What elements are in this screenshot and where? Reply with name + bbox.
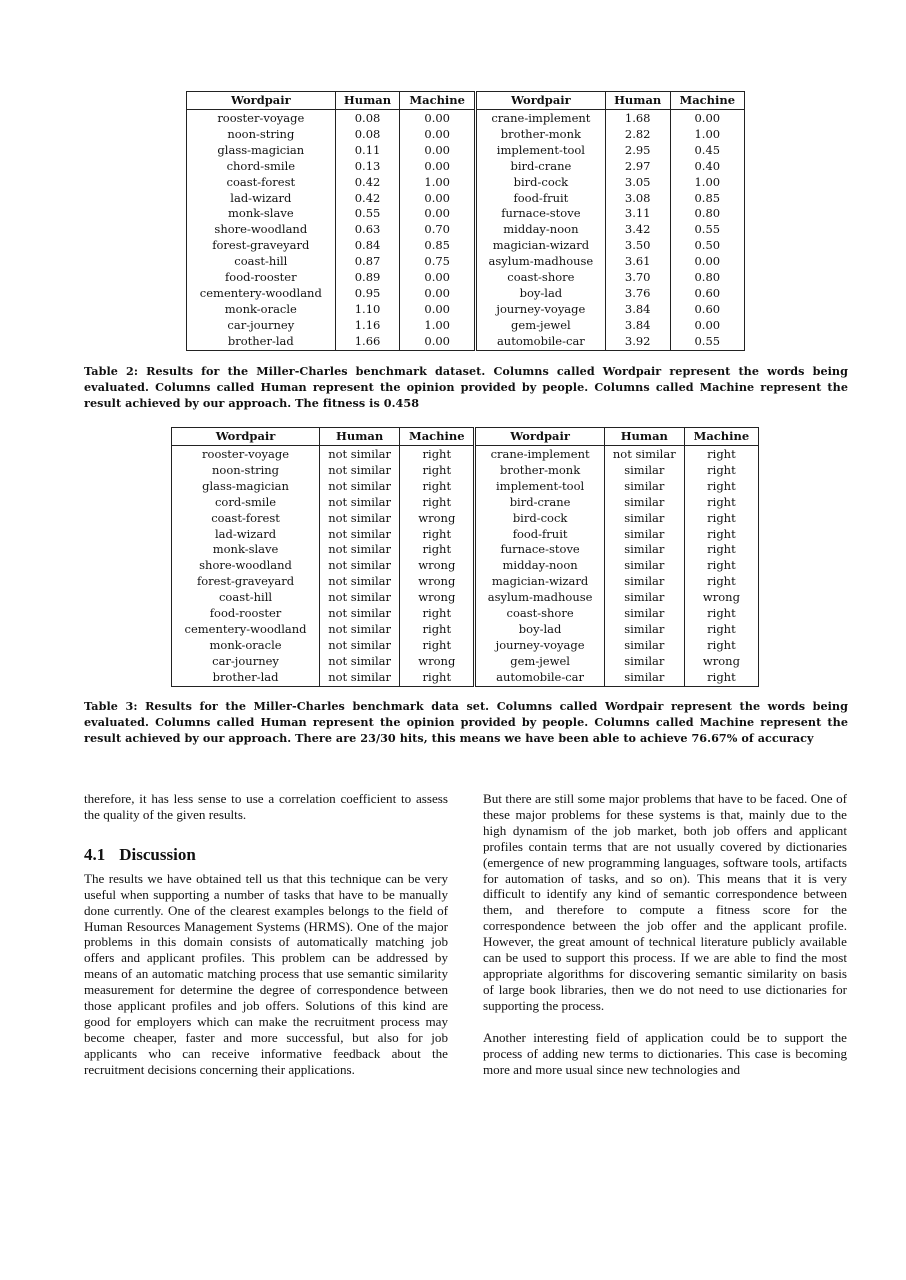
table-cell: 0.00 xyxy=(400,159,476,175)
table-cell: not similar xyxy=(320,654,400,670)
table-cell: boy-lad xyxy=(475,286,605,302)
table-cell: wrong xyxy=(684,590,758,606)
table-cell: right xyxy=(684,479,758,495)
table-row xyxy=(172,527,759,543)
table-cell: 3.08 xyxy=(605,191,670,207)
table-cell: wrong xyxy=(400,574,475,590)
table-row xyxy=(187,110,745,127)
table-cell: 2.97 xyxy=(605,159,670,175)
table-cell: monk-slave xyxy=(228,206,294,221)
table-cell: furnace-stove xyxy=(475,206,605,222)
table-cell: cementery-woodland xyxy=(184,621,307,636)
table-cell: right xyxy=(400,622,475,638)
table-cell: food-fruit xyxy=(475,527,604,543)
table-cell: forest-graveyard xyxy=(196,574,295,589)
table-cell: 0.00 xyxy=(400,334,476,350)
table-cell: 1.00 xyxy=(670,127,744,143)
column-header: Human xyxy=(335,92,400,110)
table-3 xyxy=(171,427,759,687)
table-cell: asylum-madhouse xyxy=(475,590,604,606)
table-cell: rooster-voyage xyxy=(202,447,290,461)
table-cell: 3.50 xyxy=(605,238,670,254)
table-cell: similar xyxy=(604,495,684,511)
table-cell: glass-magician xyxy=(202,478,289,493)
table-cell: right xyxy=(400,606,475,622)
table-row xyxy=(187,254,745,270)
table-cell: 1.00 xyxy=(670,175,744,191)
table-cell: similar xyxy=(604,511,684,527)
table-cell: bird-crane xyxy=(475,159,605,175)
table-cell: 2.82 xyxy=(605,127,670,143)
table-cell: 3.92 xyxy=(605,334,670,350)
table-row xyxy=(172,463,759,479)
table-cell: similar xyxy=(604,670,684,686)
table-cell: right xyxy=(684,670,758,686)
table-cell: 3.84 xyxy=(605,302,670,318)
table-cell: not similar xyxy=(320,670,400,686)
table-cell: monk-slave xyxy=(212,542,279,557)
table-row xyxy=(172,670,759,686)
table-cell: 2.95 xyxy=(605,143,670,159)
table-cell: brother-lad xyxy=(227,333,294,348)
table-cell: coast-hill xyxy=(218,590,273,605)
table-cell: 1.68 xyxy=(605,110,670,127)
column-header: Machine xyxy=(684,428,758,446)
table-cell: similar xyxy=(604,527,684,543)
table-cell: 1.00 xyxy=(400,175,476,191)
table-cell: 0.00 xyxy=(670,110,744,127)
table-cell: 0.00 xyxy=(400,143,476,159)
table-cell: not similar xyxy=(320,622,400,638)
table-cell: car-journey xyxy=(212,653,279,668)
table-cell: 3.76 xyxy=(605,286,670,302)
table-cell: 0.00 xyxy=(400,127,476,143)
table-cell: journey-voyage xyxy=(475,638,604,654)
table-cell: 0.70 xyxy=(400,222,476,238)
table-cell: 0.63 xyxy=(335,222,400,238)
table-cell: 0.00 xyxy=(400,270,476,286)
table-cell: coast-forest xyxy=(226,174,296,189)
table-cell: brother-lad xyxy=(212,669,279,684)
table-cell: bird-cock xyxy=(475,175,605,191)
table-cell: forest-graveyard xyxy=(212,238,310,253)
table-cell: right xyxy=(684,574,758,590)
table-cell: wrong xyxy=(400,558,475,574)
column-header: Machine xyxy=(670,92,744,110)
table-cell: wrong xyxy=(400,654,475,670)
table-cell: brother-monk xyxy=(475,127,605,143)
table-cell: shore-woodland xyxy=(214,222,308,237)
table-row xyxy=(187,270,745,286)
table-cell: 0.80 xyxy=(670,270,744,286)
section-heading xyxy=(84,845,448,865)
table-cell: automobile-car xyxy=(475,334,605,350)
table-cell: right xyxy=(400,495,475,511)
table-cell: noon-string xyxy=(212,462,280,477)
table-cell: gem-jewel xyxy=(475,318,605,334)
table-cell: furnace-stove xyxy=(475,542,604,558)
table-cell: similar xyxy=(604,463,684,479)
table-cell: similar xyxy=(604,542,684,558)
table-cell: wrong xyxy=(400,590,475,606)
table-cell: right xyxy=(684,558,758,574)
table-cell: right xyxy=(684,542,758,558)
table-cell: 3.11 xyxy=(605,206,670,222)
table-cell: bird-cock xyxy=(475,511,604,527)
table-row xyxy=(187,334,745,350)
column-header: Human xyxy=(320,428,400,446)
left-column xyxy=(84,791,448,1078)
table-cell: coast-hill xyxy=(234,254,288,269)
right-column xyxy=(483,791,847,1077)
table-cell: similar xyxy=(604,590,684,606)
table-cell: lad-wizard xyxy=(214,526,277,541)
column-header: Machine xyxy=(400,428,475,446)
table-cell: 0.08 xyxy=(335,110,400,127)
table-cell: midday-noon xyxy=(475,558,604,574)
table-cell: 0.00 xyxy=(670,318,744,334)
table-row xyxy=(187,127,745,143)
column-header: Machine xyxy=(400,92,476,110)
table-cell: 0.40 xyxy=(670,159,744,175)
table-cell: right xyxy=(684,527,758,543)
column-header: Wordpair xyxy=(475,428,604,446)
table-cell: right xyxy=(400,527,475,543)
table-cell: not similar xyxy=(320,542,400,558)
column-header: Human xyxy=(605,92,670,110)
table-row xyxy=(172,574,759,590)
table-row xyxy=(187,175,745,191)
table-cell: not similar xyxy=(320,558,400,574)
table-cell: 3.84 xyxy=(605,318,670,334)
table-cell: 0.75 xyxy=(400,254,476,270)
table-cell: 0.60 xyxy=(670,286,744,302)
table-cell: right xyxy=(400,463,475,479)
table-cell: similar xyxy=(604,479,684,495)
table-cell: not similar xyxy=(320,638,400,654)
table-cell: not similar xyxy=(320,574,400,590)
table-cell: 0.87 xyxy=(335,254,400,270)
table-cell: bird-crane xyxy=(475,495,604,511)
table-row xyxy=(172,606,759,622)
table-cell: right xyxy=(684,463,758,479)
table-cell: not similar xyxy=(320,606,400,622)
table-cell: not similar xyxy=(320,446,400,463)
table-cell: 1.10 xyxy=(335,302,400,318)
right-paragraph-2: Another interesting field of application could be to support the process of adding new terms to dictionaries. This case is becoming more and more usual since new technologies and xyxy=(483,1029,847,1077)
table-cell: right xyxy=(684,622,758,638)
table-cell: wrong xyxy=(684,654,758,670)
table-cell: 0.84 xyxy=(335,238,400,254)
table-cell: journey-voyage xyxy=(475,302,605,318)
table-cell: right xyxy=(684,495,758,511)
table-cell: 0.00 xyxy=(400,206,476,222)
table-2-header-row xyxy=(187,92,745,110)
table-cell: 0.80 xyxy=(670,206,744,222)
table-row xyxy=(187,302,745,318)
table-cell: similar xyxy=(604,606,684,622)
table-cell: implement-tool xyxy=(475,479,604,495)
table-cell: lad-wizard xyxy=(230,190,292,205)
table-cell: similar xyxy=(604,574,684,590)
table-2 xyxy=(186,91,745,351)
table-row xyxy=(187,318,745,334)
column-header: Wordpair xyxy=(475,92,605,110)
table-2-caption: Table 2: Results for the Miller-Charles benchmark dataset. Columns called Wordpair represent the words being evaluated. Columns called Human represent the opinion provided by people. Columns called Machine represent the result achieved by our approach. The fitness is 0.458 xyxy=(84,364,848,410)
table-cell: monk-oracle xyxy=(209,637,282,652)
table-cell: 0.55 xyxy=(670,222,744,238)
table-cell: not similar xyxy=(320,495,400,511)
table-cell: not similar xyxy=(320,590,400,606)
table-cell: right xyxy=(684,606,758,622)
table-cell: cord-smile xyxy=(214,494,277,509)
table-cell: right xyxy=(400,638,475,654)
table-row xyxy=(172,495,759,511)
table-row xyxy=(172,622,759,638)
table-cell: asylum-madhouse xyxy=(475,254,605,270)
table-cell: 0.08 xyxy=(335,127,400,143)
table-cell: right xyxy=(684,638,758,654)
table-cell: 3.70 xyxy=(605,270,670,286)
table-cell: 0.42 xyxy=(335,191,400,207)
table-row xyxy=(172,654,759,670)
table-row xyxy=(172,558,759,574)
table-cell: shore-woodland xyxy=(199,558,292,573)
table-cell: not similar xyxy=(320,479,400,495)
table-cell: 0.55 xyxy=(670,334,744,350)
table-row xyxy=(172,479,759,495)
table-cell: similar xyxy=(604,638,684,654)
table-3-caption: Table 3: Results for the Miller-Charles benchmark data set. Columns called Wordpair represent the words being evaluated. Columns called Human represent the opinion provided by people. Columns called Machine represent the result achieved by our approach. There are 23/30 hits, this means we have been able to achieve 76.67% of accuracy xyxy=(84,699,848,745)
table-cell: right xyxy=(400,670,475,686)
table-cell: coast-shore xyxy=(475,606,604,622)
table-cell: 0.85 xyxy=(670,191,744,207)
table-cell: right xyxy=(684,446,758,463)
table-cell: right xyxy=(400,542,475,558)
table-cell: coast-shore xyxy=(475,270,605,286)
table-cell: not similar xyxy=(320,527,400,543)
table-cell: 0.00 xyxy=(400,110,476,127)
table-cell: 3.42 xyxy=(605,222,670,238)
table-row xyxy=(187,143,745,159)
table-row xyxy=(187,222,745,238)
table-cell: 0.89 xyxy=(335,270,400,286)
table-cell: 3.05 xyxy=(605,175,670,191)
table-cell: 0.00 xyxy=(400,191,476,207)
table-cell: brother-monk xyxy=(475,463,604,479)
table-cell: car-journey xyxy=(227,317,295,332)
table-cell: 1.66 xyxy=(335,334,400,350)
table-cell: glass-magician xyxy=(217,142,305,157)
table-cell: noon-string xyxy=(227,126,295,141)
table-cell: crane-implement xyxy=(475,446,604,463)
table-cell: 0.00 xyxy=(400,302,476,318)
table-cell: wrong xyxy=(400,511,475,527)
table-cell: 0.42 xyxy=(335,175,400,191)
left-intro-paragraph: therefore, it has less sense to use a correlation coefficient to assess the quality of the given results. xyxy=(84,791,448,822)
table-cell: boy-lad xyxy=(475,622,604,638)
table-cell: monk-oracle xyxy=(224,301,297,316)
table-cell: 3.61 xyxy=(605,254,670,270)
table-row xyxy=(172,446,759,463)
table-cell: 0.45 xyxy=(670,143,744,159)
table-cell: rooster-voyage xyxy=(217,111,305,125)
table-row xyxy=(172,542,759,558)
table-row xyxy=(187,238,745,254)
table-cell: 0.13 xyxy=(335,159,400,175)
table-cell: 0.85 xyxy=(400,238,476,254)
table-cell: similar xyxy=(604,654,684,670)
table-cell: 1.16 xyxy=(335,318,400,334)
table-cell: 0.95 xyxy=(335,286,400,302)
table-cell: food-fruit xyxy=(475,191,605,207)
table-cell: right xyxy=(400,446,475,463)
table-cell: automobile-car xyxy=(475,670,604,686)
discussion-paragraph: The results we have obtained tell us that this technique can be very useful when supporting a number of tasks that have to be manually done currently. One of the clearest examples belongs to the field of Human Resources Management Systems (HRMS). One of the major problems in this domain consists of automatically matching job offers and applicant profiles. This problem can be addressed by means of an automatic matching process that use semantic similarity measurement for determine the degree of correspondence between those applicant profiles and job offers. Solutions of this kind are good for employers which can make the recruitment process may become cheaper, faster and more successful, but also for job applicants who can receive informative feedback about the recruitment decisions concerning their applications. xyxy=(84,870,448,1077)
table-cell: magician-wizard xyxy=(475,238,605,254)
table-row xyxy=(172,511,759,527)
table-cell: 0.11 xyxy=(335,143,400,159)
table-row xyxy=(187,286,745,302)
column-header: Wordpair xyxy=(172,428,320,446)
table-cell: food-rooster xyxy=(225,270,297,285)
table-cell: gem-jewel xyxy=(475,654,604,670)
table-row xyxy=(187,206,745,222)
column-header: Human xyxy=(604,428,684,446)
section-title: Discussion xyxy=(119,844,196,864)
section-number: 4.1 xyxy=(84,844,106,864)
table-row xyxy=(187,159,745,175)
table-3-header-row xyxy=(172,428,759,446)
table-cell: right xyxy=(684,511,758,527)
table-row xyxy=(172,590,759,606)
table-cell: crane-implement xyxy=(475,110,605,127)
table-cell: 0.50 xyxy=(670,238,744,254)
table-cell: 0.55 xyxy=(335,206,400,222)
table-cell: chord-smile xyxy=(226,158,296,173)
table-cell: not similar xyxy=(604,446,684,463)
table-cell: not similar xyxy=(320,511,400,527)
table-cell: similar xyxy=(604,622,684,638)
table-2-body xyxy=(187,110,745,351)
table-cell: magician-wizard xyxy=(475,574,604,590)
table-cell: cementery-woodland xyxy=(199,285,322,300)
right-paragraph-1: But there are still some major problems that have to be faced. One of these major problems for these systems is that, mainly due to the high dynamism of the job market, both job offers and applicant profiles contain terms that are not usually covered by dictionaries (emergence of new programming languages, software tools, artifacts for automation of tasks, and so on). This means that it is very difficult to identify any kind of semantic correspondence between them, and therefore to compute a fitness score for the correspondence between the job offer and the applicant profile. However, the great amount of technical literature publicly available can be used to support this process. If we are able to find the most appropriate algorithms for discovering semantic similarity on basis of large book libraries, then we do not need to use dictionaries for supporting the process. xyxy=(483,791,847,1013)
table-cell: similar xyxy=(604,558,684,574)
table-cell: 1.00 xyxy=(400,318,476,334)
table-3-body xyxy=(172,446,759,687)
table-cell: food-rooster xyxy=(209,606,282,621)
table-cell: 0.00 xyxy=(670,254,744,270)
table-cell: not similar xyxy=(320,463,400,479)
table-row xyxy=(172,638,759,654)
column-header: Wordpair xyxy=(187,92,336,110)
table-row xyxy=(187,191,745,207)
table-cell: midday-noon xyxy=(475,222,605,238)
table-cell: 0.00 xyxy=(400,286,476,302)
table-cell: right xyxy=(400,479,475,495)
table-cell: implement-tool xyxy=(475,143,605,159)
table-cell: coast-forest xyxy=(211,510,280,525)
table-cell: 0.60 xyxy=(670,302,744,318)
